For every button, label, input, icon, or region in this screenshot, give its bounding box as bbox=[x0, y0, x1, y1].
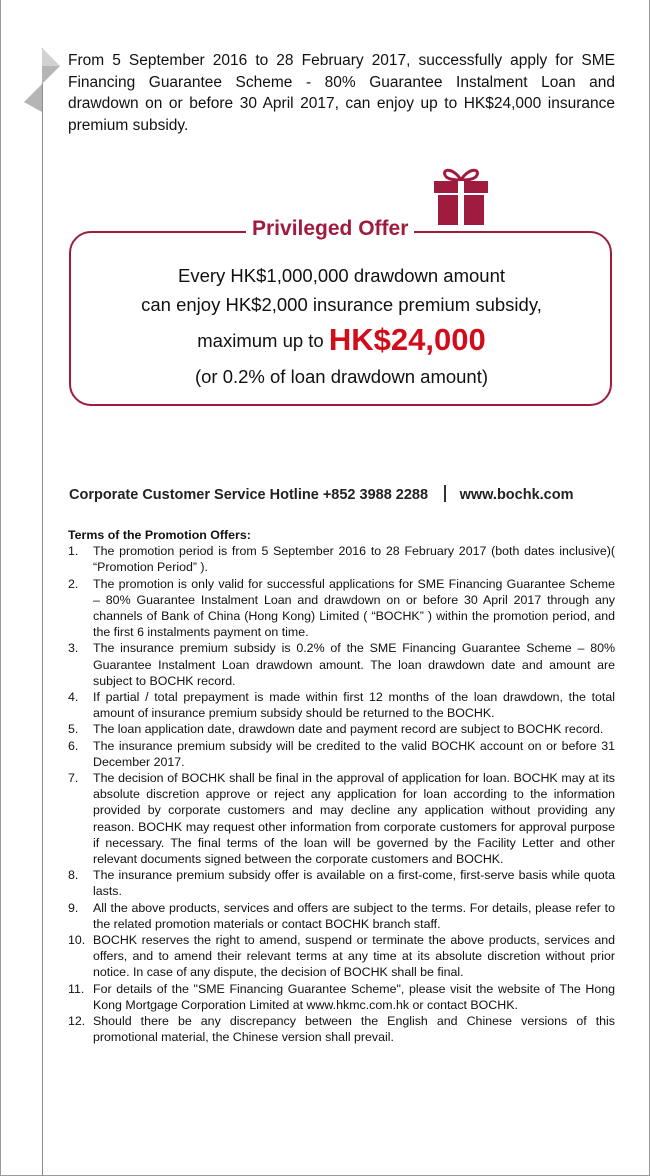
terms-section bbox=[68, 527, 615, 1046]
term-item bbox=[68, 932, 615, 981]
term-text: The decision of BOCHK shall be final in the approval of application for loan. BOCHK may at its absolute discretion approve or reject any application for loan according to the information provided by corporate customers and may decline any application without providing any reason. BOCHK may request other information from corporate customers for approval purpose if necessary. The final terms of the loan will be governed by the Facility Letter and other relevant documents signed between the corporate customers and BOCHK. bbox=[93, 771, 615, 867]
term-item bbox=[68, 640, 615, 689]
intro-paragraph: From 5 September 2016 to 28 February 2017, successfully apply for SME Financing Guarantee Scheme - 80% Guarantee Instalment Loan and drawdown on or before 30 April 2017, can enjoy up to HK$24,000 insurance premium subsidy. bbox=[68, 52, 615, 134]
term-number: 10. bbox=[68, 933, 86, 948]
offer-max-amount: HK$24,000 bbox=[328, 322, 486, 357]
term-item bbox=[68, 721, 615, 737]
term-item bbox=[68, 543, 615, 575]
term-text: The promotion period is from 5 September 2016 to 28 February 2017 (both dates inclusive)( “Promotion Period” ). bbox=[93, 544, 615, 575]
term-item bbox=[68, 576, 615, 641]
term-number: 9. bbox=[68, 900, 79, 915]
term-text: BOCHK reserves the right to amend, suspend or terminate the above products, services and offers, and to amend their relevant terms at any time at its absolute discretion without prior notice. In case of any dispute, the decision of BOCHK shall be final. bbox=[93, 933, 615, 980]
term-number: 11. bbox=[68, 981, 85, 996]
term-number: 2. bbox=[68, 576, 79, 591]
offer-line-2: can enjoy HK$2,000 insurance premium subsidy, bbox=[141, 294, 542, 315]
term-number: 3. bbox=[68, 641, 79, 656]
offer-line-4: (or 0.2% of loan drawdown amount) bbox=[194, 366, 489, 387]
term-item bbox=[68, 867, 615, 899]
hotline-bar bbox=[69, 485, 621, 503]
term-number: 8. bbox=[68, 868, 79, 883]
term-item bbox=[68, 738, 615, 770]
term-number: 4. bbox=[68, 690, 79, 705]
term-number: 1. bbox=[68, 544, 79, 559]
term-text: The insurance premium subsidy offer is available on a first-come, first-serve basis while quota lasts. bbox=[93, 868, 615, 899]
term-text: The promotion is only valid for successful applications for SME Financing Guarantee Scheme – 80% Guarantee Instalment Loan and drawdown on or before 30 April 2017 through any channels of Bank of China (Hong Kong) Limited ( “BOCHK” ) within the promotion period, and the first 6 instalments payment on time. bbox=[93, 576, 615, 640]
term-item bbox=[68, 1013, 615, 1045]
offer-title: Privileged Offer bbox=[246, 215, 414, 243]
terms-list bbox=[68, 543, 615, 1045]
term-number: 12. bbox=[68, 1014, 86, 1029]
chevron-notch-icon bbox=[24, 48, 60, 112]
term-item bbox=[68, 770, 615, 867]
term-number: 5. bbox=[68, 722, 79, 737]
hotline-divider bbox=[444, 485, 446, 502]
website-link[interactable]: www.bochk.com bbox=[459, 487, 574, 503]
terms-title: Terms of the Promotion Offers: bbox=[68, 528, 251, 542]
term-number: 7. bbox=[68, 771, 79, 786]
offer-line-1: Every HK$1,000,000 drawdown amount bbox=[177, 265, 506, 286]
term-text: The insurance premium subsidy is 0.2% of the SME Financing Guarantee Scheme – 80% Guarantee Instalment Loan drawdown amount. The loan drawdown date and amount are subject to BOCHK record. bbox=[93, 641, 615, 688]
offer-line-3 bbox=[70, 319, 613, 362]
page-frame-left bbox=[0, 0, 1, 1176]
term-text: For details of the "SME Financing Guarantee Scheme", please visit the website of The Hong Kong Mortgage Corporation Limited at www.hkmc.com.hk or contact BOCHK. bbox=[93, 981, 615, 1012]
term-text: All the above products, services and offers are subject to the terms. For details, please refer to the related promotion materials or contact BOCHK branch staff. bbox=[93, 900, 615, 931]
term-number: 6. bbox=[68, 738, 79, 753]
gift-box-icon bbox=[432, 164, 490, 226]
hotline-number[interactable]: +852 3988 2288 bbox=[322, 487, 429, 503]
timeline-spine bbox=[42, 48, 43, 1176]
term-text: The insurance premium subsidy will be credited to the valid BOCHK account on or before 31 December 2017. bbox=[93, 738, 615, 769]
term-text: If partial / total prepayment is made within first 12 months of the loan drawdown, the total amount of insurance premium subsidy should be returned to the BOCHK. bbox=[93, 690, 615, 721]
hotline-label: Corporate Customer Service Hotline bbox=[69, 487, 319, 503]
offer-line-3-prefix: maximum up to bbox=[197, 330, 324, 351]
term-text: Should there be any discrepancy between the English and Chinese versions of this promotional material, the Chinese version shall prevail. bbox=[93, 1014, 615, 1045]
offer-body bbox=[70, 261, 613, 391]
term-item bbox=[68, 689, 615, 721]
term-item bbox=[68, 900, 615, 932]
term-item bbox=[68, 981, 615, 1013]
term-text: The loan application date, drawdown date and payment record are subject to BOCHK record. bbox=[93, 722, 604, 737]
